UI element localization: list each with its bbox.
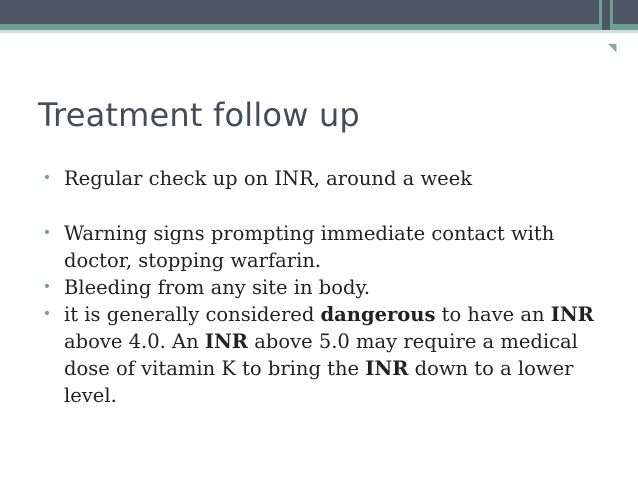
bullet-text: Regular check up on INR, around a week xyxy=(64,167,473,190)
bullet-text: Warning signs prompting immediate contact with doctor, stopping warfarin. xyxy=(64,222,555,272)
bullet-text-segment: above 5.0 may require a medical dose of vitamin K to bring the xyxy=(64,330,578,380)
header-tab-notch-outline xyxy=(599,0,613,30)
header-accent-thin-stripe xyxy=(0,30,638,33)
bullet-text-segment: it is generally considered xyxy=(64,303,321,326)
bullet-text-segment: to have an xyxy=(435,303,551,326)
header-banner xyxy=(0,0,638,24)
bullet-text-segment: above 4.0. An xyxy=(64,330,205,353)
emphasis-inr: INR xyxy=(550,303,594,326)
emphasis-inr: INR xyxy=(204,330,249,353)
bullet-text: Bleeding from any site in body. xyxy=(64,276,371,299)
bullet-item xyxy=(40,220,600,274)
emphasis-inr: INR xyxy=(365,357,409,380)
bullet-item xyxy=(40,165,600,192)
emphasis-dangerous: dangerous xyxy=(320,303,436,326)
bullet-marker-icon: • xyxy=(42,279,52,295)
bullet-marker-icon: • xyxy=(42,306,52,322)
bullet-list xyxy=(40,165,600,409)
bullet-marker-icon: • xyxy=(42,225,52,241)
corner-fold-icon: ◥ xyxy=(608,41,617,54)
bullet-item xyxy=(40,301,600,409)
bullet-text xyxy=(64,303,594,407)
bullet-marker-icon: • xyxy=(42,170,52,186)
slide-title: Treatment follow up xyxy=(38,96,360,134)
bullet-item xyxy=(40,274,600,301)
bullet-text-segment: down to a lower level. xyxy=(64,357,574,407)
